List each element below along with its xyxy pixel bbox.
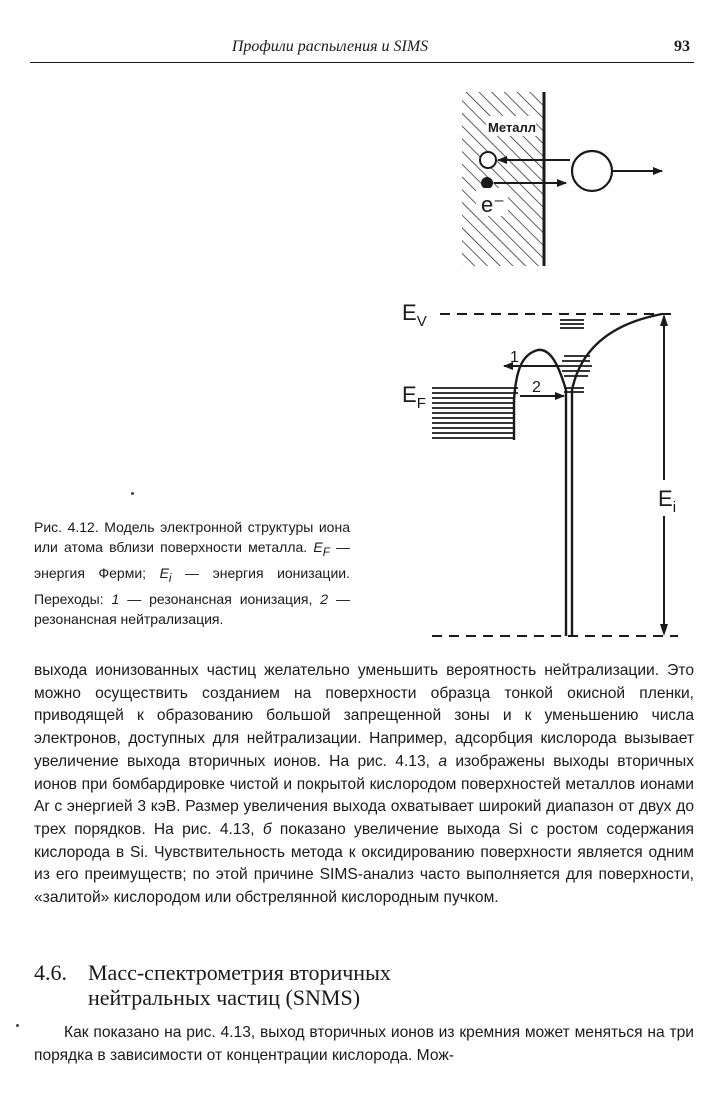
caption-number: 1 [111,590,120,607]
caption-text: — резонансная нейтрализация. [34,590,350,627]
print-speck [16,1024,19,1027]
metal-surface-illustration [462,92,662,266]
caption-text: — энергия Ферми; [34,539,351,581]
page-header [30,36,694,63]
body-paragraph-2: Как показано на рис. 4.13, выход вторичных ионов из кремния может меняться на три порядка в зависимости от концентрации кислорода. Мож- [34,1024,694,1064]
metal-label: Металл [488,120,537,135]
ef-label: $E_F$ [402,382,426,412]
caption-subscript: i [168,571,172,585]
caption-subscript: F [322,545,330,559]
electron-dot [481,177,493,189]
atomic-levels [560,320,592,392]
body-paragraph-1 [34,660,694,910]
paragraph-text: выхода ионизованных частиц желательно уменьшить вероятность нейтрализации. Это можно осуществить созданием на поверхности образца тонкой окисной пленки, приводящей к образованию большой запрещенной зоны и к уменьшению числа электронов, доступных для нейтрализации. Например, адсорбция кислорода вызывает увеличение выхода вторичных ионов. На рис. 4.13, [34,662,694,770]
paragraph-text: изображены выходы вторичных ионов при бомбардировке чистой и покрытой кислородом поверхностей металлов ионами Ar с энергией 3 кэВ. Размер увеличения выхода охватывает широкий диапазон от двух до трех порядков. На рис. 4.13, [34,752,695,838]
caption-number: 2 [320,590,329,607]
section-number: 4.6. [34,960,67,985]
ev-label: $E_V$ [402,300,427,330]
transition-label-2: 2 [532,379,541,396]
figure-caption [34,517,350,629]
hole-circle [480,152,496,168]
caption-text: — энергия ионизации. Переходы: [34,564,350,607]
ion-circle [572,151,612,191]
energy-diagram [402,300,678,636]
figure-part-letter: а [438,752,447,770]
section-heading [34,960,694,1010]
running-title: Профили распыления и SIMS [231,38,429,55]
print-speck [131,492,134,495]
ei-arrow-top [660,314,668,326]
section-title-line1: Масс-спектрометрия вторичных [88,960,391,985]
caption-text: Рис. 4.12. Модель электронной структуры иона или атома вблизи поверхности металла. [34,519,350,555]
electron-label: e⁻ [481,192,505,217]
page-number: 93 [674,38,690,55]
atom-potential-curve [572,314,662,636]
figure-4-12 [380,70,698,650]
caption-symbol: E [159,564,169,581]
figure-part-letter: б [262,820,272,838]
electronic-structure-diagram [380,70,698,650]
section-title-line2: нейтральных частиц (SNMS) [88,985,361,1010]
ei-arrow-bottom [660,624,668,636]
ei-label: $E_i$ [658,486,677,516]
metal-band-lines [432,388,518,438]
caption-symbol: E [313,539,323,555]
transition-label-1: 1 [510,349,519,366]
caption-text: — резонансная ионизация, [119,590,321,607]
paragraph-text: показано увеличение выхода Si с ростом содержания кислорода в Si. Чувствительность метода к оксидированию поверхности является одним из его преимуществ; по этой причине SIMS-анализ часто выполняется для поверхности, «залитой» кислородом или обстрелянной кислородным пучком. [34,820,694,907]
